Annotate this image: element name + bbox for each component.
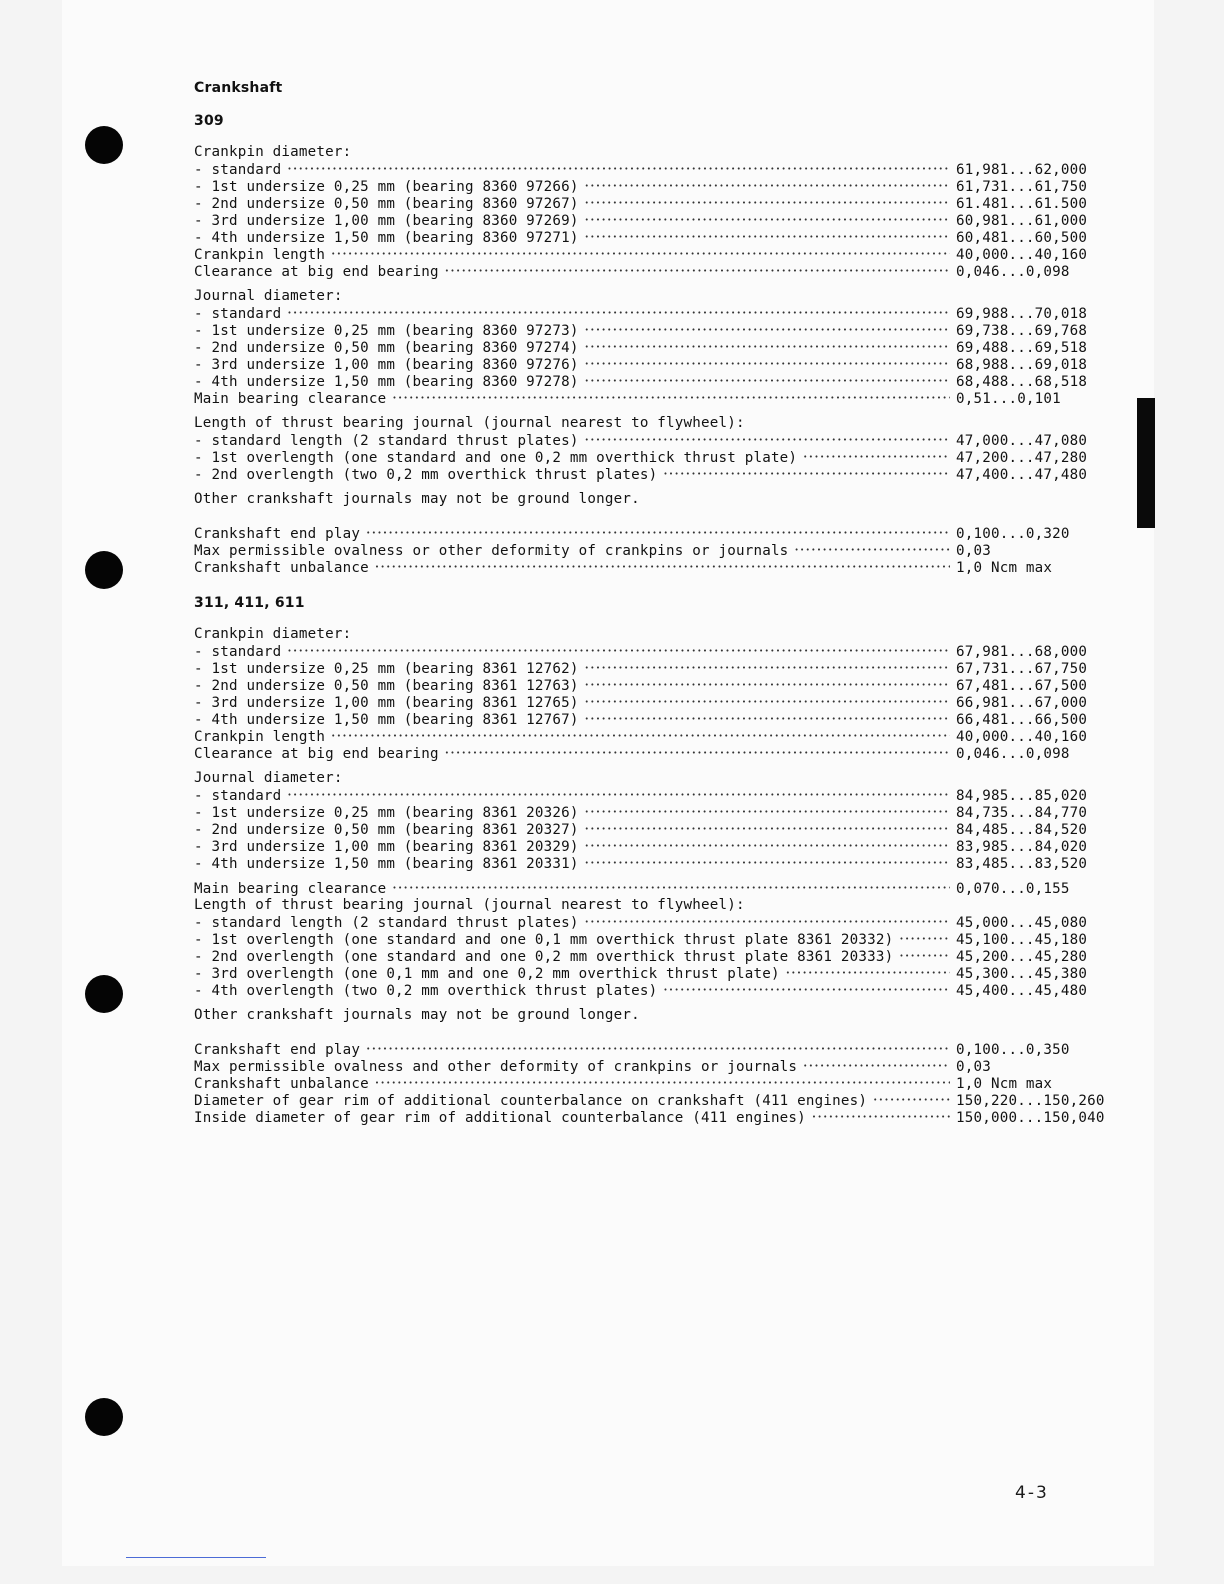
spec-label: Main bearing clearance (194, 390, 387, 407)
spec-value: 40,000...40,160 (956, 246, 1088, 263)
spec-label: - 1st undersize 0,25 mm (bearing 8360 97266) (194, 178, 579, 195)
spec-label: - 3rd undersize 1,00 mm (bearing 8361 20329) (194, 838, 579, 855)
spec-value: 69,988...70,018 (956, 305, 1088, 322)
spec-label: - standard length (2 standard thrust plates) (194, 432, 579, 449)
spec-row (194, 212, 1114, 229)
spec-label: Crankshaft end play (194, 525, 361, 542)
document-content (194, 78, 1114, 1143)
spec-label: Clearance at big end bearing (194, 263, 439, 280)
note-text: Other crankshaft journals may not be ground longer. (194, 491, 640, 507)
spec-section (194, 111, 1114, 593)
dot-leader (445, 263, 950, 281)
spec-label: Crankshaft unbalance (194, 559, 369, 576)
spec-label: - standard length (2 standard thrust plates) (194, 914, 579, 931)
note-text: Other crankshaft journals may not be ground longer. (194, 1007, 640, 1023)
section-tab-marker (1137, 398, 1155, 528)
dot-leader (392, 390, 950, 408)
spec-row (194, 1075, 1114, 1092)
spec-label: - 2nd overlength (one standard and one 0,2 mm overthick thrust plate 8361 20333) (194, 948, 894, 965)
spec-value: 66,981...67,000 (956, 694, 1088, 711)
dot-leader (585, 195, 950, 213)
dot-leader (585, 322, 950, 340)
spec-row (194, 965, 1114, 982)
spec-row (194, 745, 1114, 762)
spec-value: 47,000...47,080 (956, 432, 1088, 449)
spec-row (194, 880, 1114, 897)
spec-label: - 3rd undersize 1,00 mm (bearing 8360 97269) (194, 212, 579, 229)
dot-leader (375, 1075, 950, 1093)
spec-label: - standard (194, 305, 282, 322)
spec-row (194, 263, 1114, 280)
spec-value: 45,300...45,380 (956, 965, 1088, 982)
spec-value: 45,200...45,280 (956, 948, 1088, 965)
spec-value: 61,731...61,750 (956, 178, 1088, 195)
spec-value: 61,981...62,000 (956, 161, 1088, 178)
spec-value: 84,485...84,520 (956, 821, 1088, 838)
extra-specs (194, 525, 1114, 576)
spec-row (194, 643, 1114, 660)
section-heading: 309 (194, 113, 224, 129)
punch-hole-2 (85, 551, 123, 589)
dot-leader (585, 694, 950, 712)
spec-label: - standard (194, 787, 282, 804)
spec-value: 84,985...85,020 (956, 787, 1088, 804)
spec-row (194, 677, 1114, 694)
spec-row (194, 246, 1114, 263)
spec-row (194, 787, 1114, 804)
section-heading: 311, 411, 611 (194, 595, 305, 611)
spec-value: 68,488...68,518 (956, 373, 1088, 390)
spec-label: Max permissible ovalness or other deformity of crankpins or journals (194, 542, 789, 559)
spec-row (194, 229, 1114, 246)
spec-block (194, 415, 1114, 483)
spec-label: - 1st overlength (one standard and one 0,2 mm overthick thrust plate) (194, 449, 798, 466)
sections-container (194, 111, 1114, 1143)
spec-block (194, 626, 1114, 762)
dot-leader (585, 212, 950, 230)
spec-value: 0,03 (956, 542, 991, 559)
spec-value: 83,485...83,520 (956, 855, 1088, 872)
spec-value: 69,738...69,768 (956, 322, 1088, 339)
block-heading: Crankpin diameter: (194, 144, 352, 160)
dot-leader (585, 855, 950, 873)
dot-leader (392, 880, 950, 898)
spec-label: - 1st undersize 0,25 mm (bearing 8361 12762) (194, 660, 579, 677)
spec-value: 84,735...84,770 (956, 804, 1088, 821)
spec-label: - 3rd undersize 1,00 mm (bearing 8361 12765) (194, 694, 579, 711)
spec-label: - 1st undersize 0,25 mm (bearing 8360 97273) (194, 322, 579, 339)
spec-row (194, 914, 1114, 931)
spec-row (194, 1092, 1114, 1109)
spec-value: 68,988...69,018 (956, 356, 1088, 373)
document-title: Crankshaft (194, 80, 283, 96)
block-heading: Journal diameter: (194, 288, 343, 304)
spec-value: 0,046...0,098 (956, 745, 1070, 762)
spec-row (194, 373, 1114, 390)
dot-leader (786, 965, 950, 983)
spec-value: 150,220...150,260 (956, 1092, 1105, 1109)
spec-row (194, 161, 1114, 178)
spec-block (194, 897, 1114, 999)
punch-hole-1 (85, 126, 123, 164)
dot-leader (585, 838, 950, 856)
dot-leader (803, 1058, 950, 1076)
spec-row (194, 694, 1114, 711)
dot-leader (585, 356, 950, 374)
spec-row (194, 728, 1114, 745)
spec-label: Crankpin length (194, 728, 326, 745)
dot-leader (331, 246, 950, 264)
block-heading: Length of thrust bearing journal (journal nearest to flywheel): (194, 897, 745, 913)
dot-leader (375, 559, 950, 577)
spec-row (194, 390, 1114, 407)
spec-row (194, 542, 1114, 559)
dot-leader (663, 466, 950, 484)
dot-leader (585, 821, 950, 839)
spec-label: - 2nd undersize 0,50 mm (bearing 8360 97267) (194, 195, 579, 212)
spec-row (194, 821, 1114, 838)
spec-value: 47,200...47,280 (956, 449, 1088, 466)
dot-leader (287, 787, 950, 805)
dot-leader (899, 931, 950, 949)
spec-label: - 2nd undersize 0,50 mm (bearing 8361 12763) (194, 677, 579, 694)
spec-value: 69,488...69,518 (956, 339, 1088, 356)
spec-label: - 4th undersize 1,50 mm (bearing 8361 20331) (194, 855, 579, 872)
dot-leader (366, 525, 950, 543)
spec-row (194, 178, 1114, 195)
spec-label: - 2nd undersize 0,50 mm (bearing 8360 97274) (194, 339, 579, 356)
dot-leader (585, 677, 950, 695)
spec-label: - 3rd undersize 1,00 mm (bearing 8360 97276) (194, 356, 579, 373)
dot-leader (585, 178, 950, 196)
spec-value: 0,070...0,155 (956, 880, 1070, 897)
spec-value: 40,000...40,160 (956, 728, 1088, 745)
block-heading: Journal diameter: (194, 770, 343, 786)
spec-block (194, 880, 1114, 897)
spec-row (194, 804, 1114, 821)
dot-leader (803, 449, 950, 467)
punch-hole-3 (85, 975, 123, 1013)
spec-row (194, 195, 1114, 212)
spec-label: Crankshaft unbalance (194, 1075, 369, 1092)
spec-value: 0,51...0,101 (956, 390, 1061, 407)
spec-label: Main bearing clearance (194, 880, 387, 897)
spec-row (194, 948, 1114, 965)
spec-label: - 3rd overlength (one 0,1 mm and one 0,2 mm overthick thrust plate) (194, 965, 780, 982)
spec-value: 1,0 Ncm max (956, 1075, 1053, 1092)
dot-leader (663, 982, 950, 1000)
spec-row (194, 711, 1114, 728)
dot-leader (585, 914, 950, 932)
spec-label: - 4th overlength (two 0,2 mm overthick thrust plates) (194, 982, 658, 999)
spec-value: 67,981...68,000 (956, 643, 1088, 660)
spec-row (194, 855, 1114, 872)
bottom-rule (126, 1557, 266, 1558)
spec-row (194, 660, 1114, 677)
spec-label: - 1st overlength (one standard and one 0,1 mm overthick thrust plate 8361 20332) (194, 931, 894, 948)
spec-row (194, 356, 1114, 373)
dot-leader (585, 339, 950, 357)
spec-row (194, 1058, 1114, 1075)
spec-value: 60,981...61,000 (956, 212, 1088, 229)
spec-block (194, 770, 1114, 872)
spec-label: - standard (194, 643, 282, 660)
spec-label: Inside diameter of gear rim of additional counterbalance (411 engines) (194, 1109, 806, 1126)
spec-row (194, 449, 1114, 466)
spec-label: - 2nd overlength (two 0,2 mm overthick thrust plates) (194, 466, 658, 483)
spec-label: Diameter of gear rim of additional counterbalance on crankshaft (411 engines) (194, 1092, 868, 1109)
spec-label: - 4th undersize 1,50 mm (bearing 8361 12767) (194, 711, 579, 728)
spec-row (194, 322, 1114, 339)
spec-value: 0,100...0,350 (956, 1041, 1070, 1058)
dot-leader (585, 373, 950, 391)
dot-leader (287, 643, 950, 661)
spec-value: 0,03 (956, 1058, 991, 1075)
extra-specs (194, 1041, 1114, 1126)
spec-value: 67,731...67,750 (956, 660, 1088, 677)
punch-hole-4 (85, 1398, 123, 1436)
spec-label: - 4th undersize 1,50 mm (bearing 8360 97278) (194, 373, 579, 390)
spec-section (194, 593, 1114, 1143)
dot-leader (585, 660, 950, 678)
spec-row (194, 305, 1114, 322)
block-heading: Crankpin diameter: (194, 626, 352, 642)
dot-leader (873, 1092, 950, 1110)
dot-leader (585, 432, 950, 450)
spec-value: 45,000...45,080 (956, 914, 1088, 931)
spec-value: 150,000...150,040 (956, 1109, 1105, 1126)
spec-value: 47,400...47,480 (956, 466, 1088, 483)
spec-row (194, 838, 1114, 855)
dot-leader (331, 728, 950, 746)
spec-row (194, 1109, 1114, 1126)
dot-leader (445, 745, 950, 763)
spec-label: Clearance at big end bearing (194, 745, 439, 762)
dot-leader (287, 161, 950, 179)
spec-label: - standard (194, 161, 282, 178)
dot-leader (585, 711, 950, 729)
spec-row (194, 931, 1114, 948)
spec-value: 45,100...45,180 (956, 931, 1088, 948)
block-heading: Length of thrust bearing journal (journal nearest to flywheel): (194, 415, 745, 431)
spec-label: Max permissible ovalness and other deformity of crankpins or journals (194, 1058, 798, 1075)
spec-value: 61.481...61.500 (956, 195, 1088, 212)
spec-row (194, 1041, 1114, 1058)
page-number: 4-3 (1015, 1483, 1049, 1503)
spec-row (194, 466, 1114, 483)
dot-leader (794, 542, 950, 560)
spec-block (194, 144, 1114, 280)
spec-row (194, 525, 1114, 542)
spec-label: - 2nd undersize 0,50 mm (bearing 8361 20327) (194, 821, 579, 838)
dot-leader (585, 804, 950, 822)
spec-value: 66,481...66,500 (956, 711, 1088, 728)
spec-label: Crankpin length (194, 246, 326, 263)
spec-value: 1,0 Ncm max (956, 559, 1053, 576)
dot-leader (287, 305, 950, 323)
dot-leader (812, 1109, 950, 1127)
spec-row (194, 339, 1114, 356)
spec-label: - 1st undersize 0,25 mm (bearing 8361 20326) (194, 804, 579, 821)
spec-value: 83,985...84,020 (956, 838, 1088, 855)
spec-row (194, 982, 1114, 999)
spec-row (194, 559, 1114, 576)
spec-row (194, 432, 1114, 449)
spec-value: 60,481...60,500 (956, 229, 1088, 246)
spec-block (194, 288, 1114, 407)
spec-label: Crankshaft end play (194, 1041, 361, 1058)
spec-value: 0,100...0,320 (956, 525, 1070, 542)
dot-leader (366, 1041, 950, 1059)
dot-leader (899, 948, 950, 966)
dot-leader (585, 229, 950, 247)
spec-value: 0,046...0,098 (956, 263, 1070, 280)
spec-label: - 4th undersize 1,50 mm (bearing 8360 97271) (194, 229, 579, 246)
spec-value: 45,400...45,480 (956, 982, 1088, 999)
spec-value: 67,481...67,500 (956, 677, 1088, 694)
